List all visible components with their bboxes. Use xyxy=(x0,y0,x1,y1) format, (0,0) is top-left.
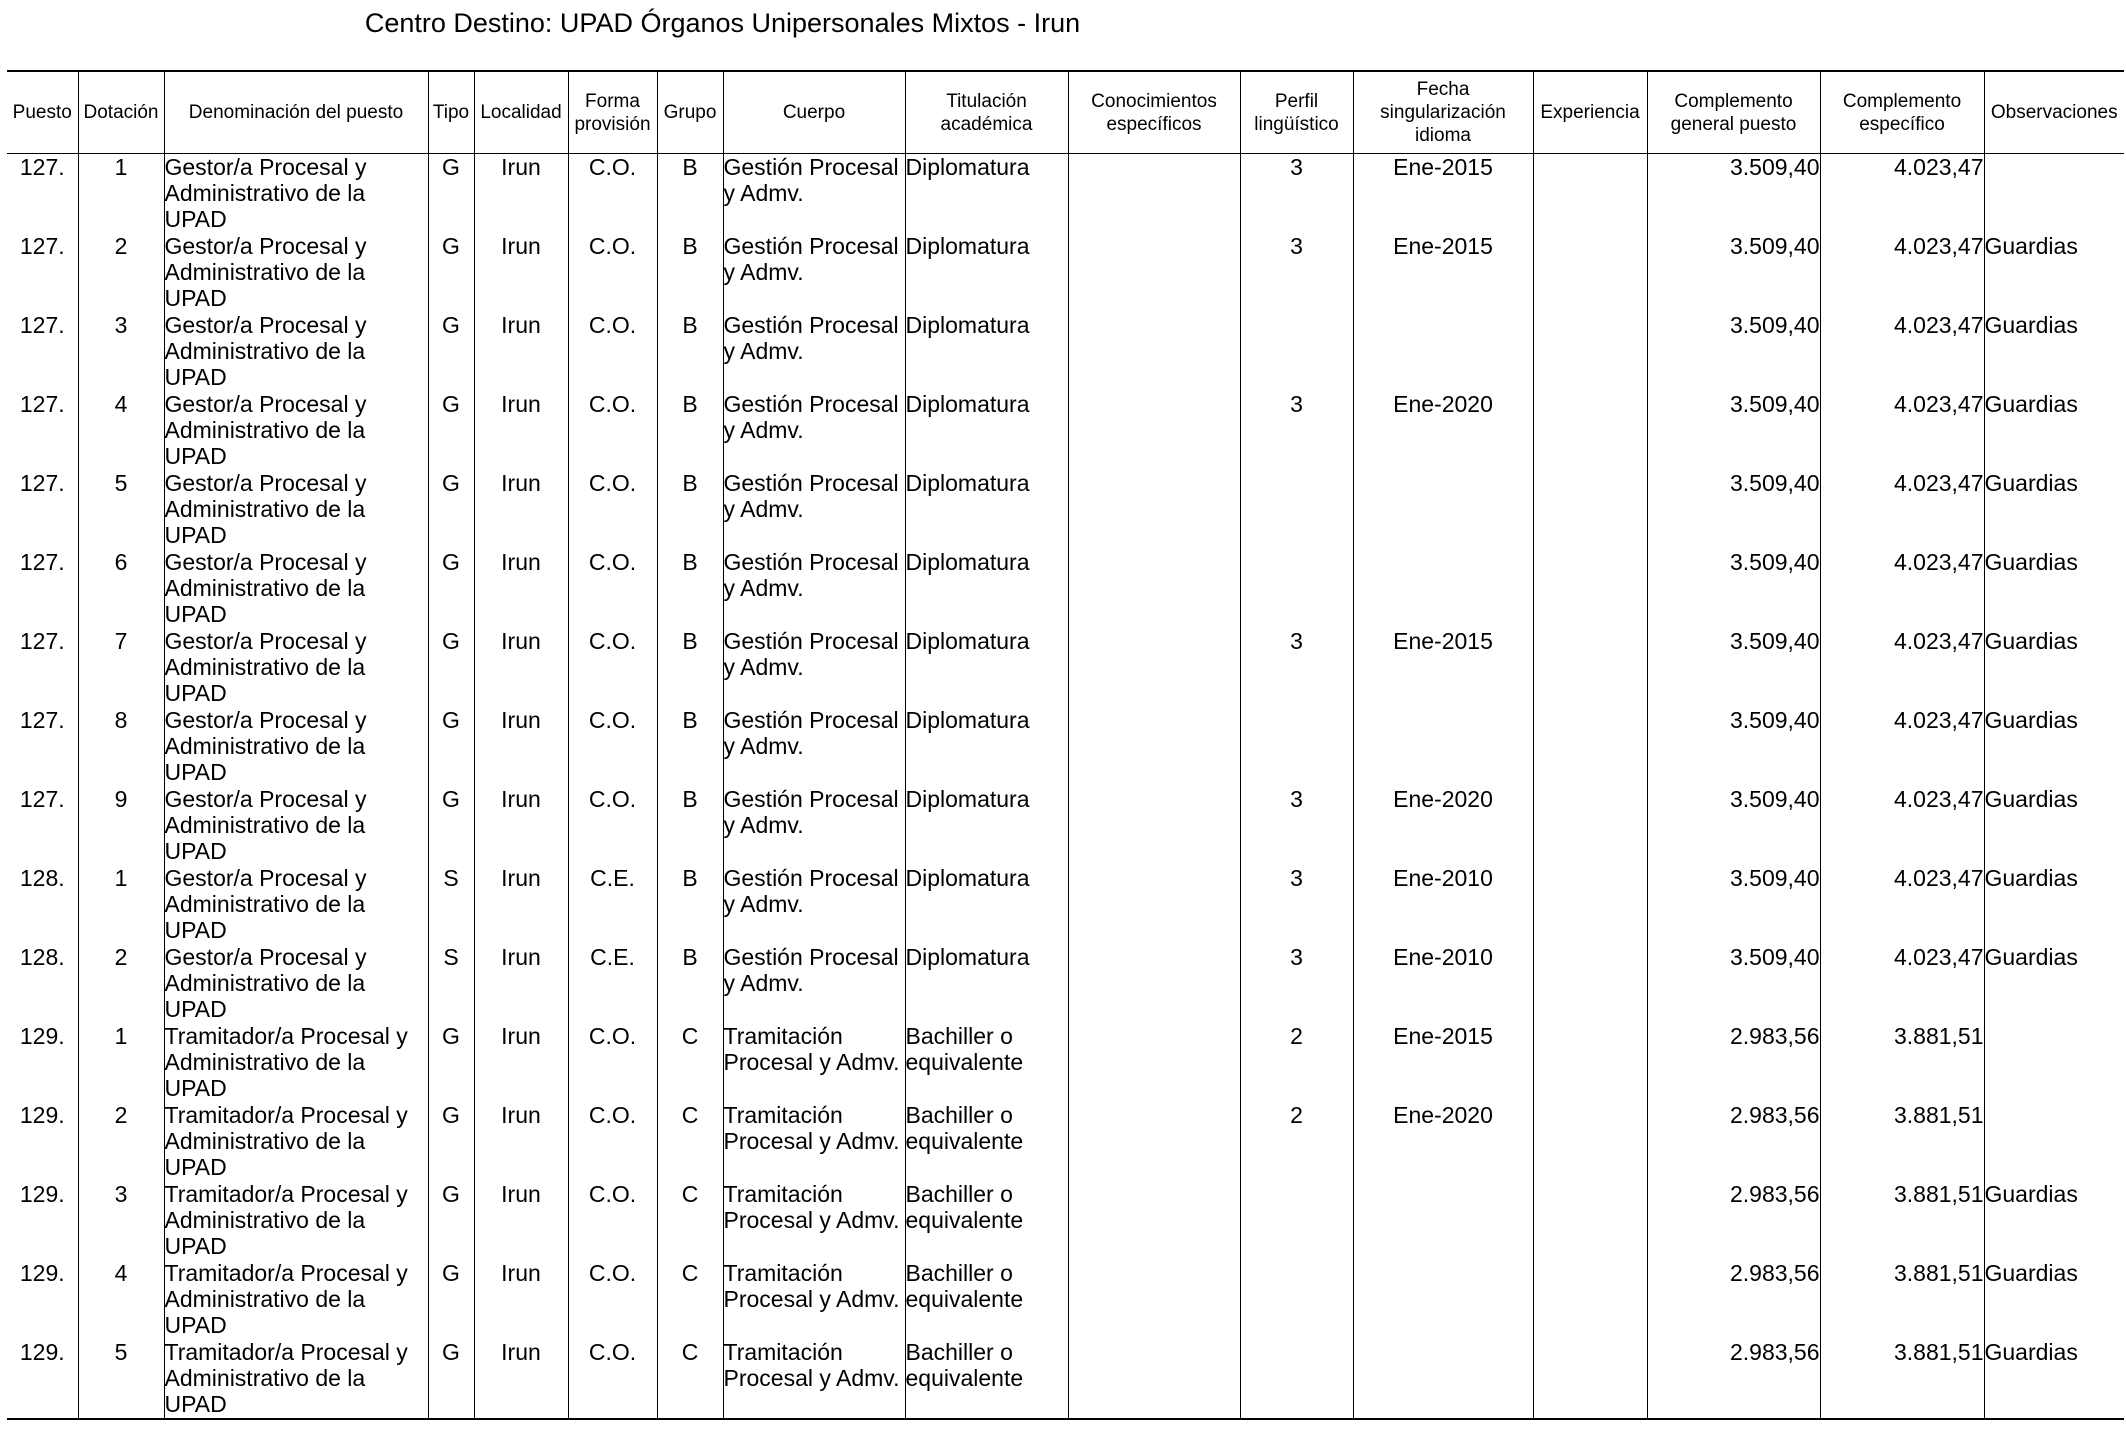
cell-titulacion: Diplomatura xyxy=(905,628,1068,707)
cell-dotacion: 6 xyxy=(78,549,164,628)
cell-observaciones: Guardias xyxy=(1984,1260,2124,1339)
cell-forma-provision: C.O. xyxy=(568,1023,657,1102)
cell-observaciones: Guardias xyxy=(1984,786,2124,865)
cell-denominacion: Tramitador/a Procesal y Administrativo de la UPAD xyxy=(164,1260,428,1339)
table-row xyxy=(7,1181,2124,1260)
col-header-conocimientos: Conocimientos específicos xyxy=(1068,71,1240,154)
cell-experiencia xyxy=(1533,154,1647,234)
cell-grupo: B xyxy=(657,470,723,549)
cell-conocimientos xyxy=(1068,312,1240,391)
cell-perfil: 2 xyxy=(1240,1023,1353,1102)
cell-tipo: G xyxy=(428,1102,474,1181)
cell-titulacion: Diplomatura xyxy=(905,865,1068,944)
table-row xyxy=(7,470,2124,549)
cell-localidad: Irun xyxy=(474,944,568,1023)
cell-perfil xyxy=(1240,549,1353,628)
cell-complemento-general: 3.509,40 xyxy=(1647,865,1820,944)
cell-complemento-especifico: 4.023,47 xyxy=(1820,944,1984,1023)
cell-tipo: G xyxy=(428,233,474,312)
cell-dotacion: 5 xyxy=(78,470,164,549)
cell-dotacion: 4 xyxy=(78,1260,164,1339)
cell-dotacion: 1 xyxy=(78,1023,164,1102)
cell-grupo: C xyxy=(657,1102,723,1181)
table-row xyxy=(7,628,2124,707)
cell-tipo: S xyxy=(428,865,474,944)
cell-puesto: 127. xyxy=(19,786,65,812)
cell-fecha: Ene-2015 xyxy=(1353,154,1533,234)
cell-conocimientos xyxy=(1068,549,1240,628)
cell-tipo: G xyxy=(428,549,474,628)
cell-puesto: 128. xyxy=(19,865,65,891)
cell-grupo: C xyxy=(657,1181,723,1260)
cell-observaciones: Guardias xyxy=(1984,944,2124,1023)
cell-conocimientos xyxy=(1068,1102,1240,1181)
cell-puesto: 127. xyxy=(19,470,65,496)
cell-perfil xyxy=(1240,470,1353,549)
cell-forma-provision: C.O. xyxy=(568,628,657,707)
cell-tipo: G xyxy=(428,628,474,707)
cell-denominacion: Gestor/a Procesal y Administrativo de la UPAD xyxy=(164,707,428,786)
cell-localidad: Irun xyxy=(474,1181,568,1260)
cell-fecha: Ene-2015 xyxy=(1353,233,1533,312)
cell-dotacion: 2 xyxy=(78,944,164,1023)
cell-cuerpo: Gestión Procesal y Admv. xyxy=(723,944,905,1023)
cell-dotacion: 2 xyxy=(78,1102,164,1181)
cell-forma-provision: C.O. xyxy=(568,707,657,786)
cell-grupo: B xyxy=(657,233,723,312)
cell-puesto: 127. xyxy=(19,312,65,338)
cell-denominacion: Tramitador/a Procesal y Administrativo de la UPAD xyxy=(164,1102,428,1181)
table-row xyxy=(7,707,2124,786)
cell-experiencia xyxy=(1533,470,1647,549)
cell-titulacion: Diplomatura xyxy=(905,707,1068,786)
cell-conocimientos xyxy=(1068,786,1240,865)
cell-experiencia xyxy=(1533,628,1647,707)
cell-forma-provision: C.O. xyxy=(568,786,657,865)
cell-conocimientos xyxy=(1068,1181,1240,1260)
cell-complemento-general: 3.509,40 xyxy=(1647,233,1820,312)
cell-fecha xyxy=(1353,1339,1533,1419)
cell-tipo: G xyxy=(428,1181,474,1260)
cell-conocimientos xyxy=(1068,470,1240,549)
cell-complemento-general: 3.509,40 xyxy=(1647,312,1820,391)
cell-experiencia xyxy=(1533,1339,1647,1419)
cell-cuerpo: Gestión Procesal y Admv. xyxy=(723,233,905,312)
cell-fecha: Ene-2010 xyxy=(1353,944,1533,1023)
cell-cuerpo: Tramitación Procesal y Admv. xyxy=(723,1181,905,1260)
cell-tipo: G xyxy=(428,786,474,865)
cell-tipo: G xyxy=(428,1260,474,1339)
cell-puesto: 127. xyxy=(19,549,65,575)
cell-forma-provision: C.E. xyxy=(568,944,657,1023)
cell-localidad: Irun xyxy=(474,1339,568,1419)
cell-perfil: 3 xyxy=(1240,391,1353,470)
cell-puesto: 127. xyxy=(19,707,65,733)
cell-perfil xyxy=(1240,707,1353,786)
cell-experiencia xyxy=(1533,549,1647,628)
cell-titulacion: Bachiller o equivalente xyxy=(905,1339,1068,1419)
cell-dotacion: 3 xyxy=(78,312,164,391)
cell-dotacion: 2 xyxy=(78,233,164,312)
cell-conocimientos xyxy=(1068,628,1240,707)
cell-fecha xyxy=(1353,312,1533,391)
cell-cuerpo: Tramitación Procesal y Admv. xyxy=(723,1260,905,1339)
cell-fecha: Ene-2020 xyxy=(1353,786,1533,865)
cell-denominacion: Gestor/a Procesal y Administrativo de la UPAD xyxy=(164,865,428,944)
cell-cuerpo: Gestión Procesal y Admv. xyxy=(723,312,905,391)
cell-grupo: B xyxy=(657,786,723,865)
cell-forma-provision: C.O. xyxy=(568,1102,657,1181)
cell-tipo: G xyxy=(428,470,474,549)
cell-conocimientos xyxy=(1068,1260,1240,1339)
cell-localidad: Irun xyxy=(474,1102,568,1181)
cell-localidad: Irun xyxy=(474,549,568,628)
cell-localidad: Irun xyxy=(474,312,568,391)
col-header-puesto: Puesto xyxy=(7,71,78,154)
cell-perfil xyxy=(1240,1339,1353,1419)
cell-grupo: B xyxy=(657,154,723,234)
cell-dotacion: 1 xyxy=(78,154,164,234)
cell-complemento-general: 3.509,40 xyxy=(1647,154,1820,234)
cell-forma-provision: C.O. xyxy=(568,1260,657,1339)
col-header-denominacion: Denominación del puesto xyxy=(164,71,428,154)
cell-cuerpo: Gestión Procesal y Admv. xyxy=(723,549,905,628)
col-header-localidad: Localidad xyxy=(474,71,568,154)
cell-complemento-general: 2.983,56 xyxy=(1647,1339,1820,1419)
cell-complemento-especifico: 3.881,51 xyxy=(1820,1181,1984,1260)
cell-conocimientos xyxy=(1068,233,1240,312)
table-row xyxy=(7,865,2124,944)
cell-fecha xyxy=(1353,1181,1533,1260)
cell-denominacion: Gestor/a Procesal y Administrativo de la UPAD xyxy=(164,233,428,312)
table-row xyxy=(7,154,2124,234)
cell-titulacion: Bachiller o equivalente xyxy=(905,1181,1068,1260)
table-row xyxy=(7,391,2124,470)
cell-cuerpo: Tramitación Procesal y Admv. xyxy=(723,1023,905,1102)
cell-fecha xyxy=(1353,549,1533,628)
cell-grupo: B xyxy=(657,628,723,707)
cell-tipo: G xyxy=(428,312,474,391)
cell-denominacion: Gestor/a Procesal y Administrativo de la UPAD xyxy=(164,628,428,707)
cell-dotacion: 9 xyxy=(78,786,164,865)
cell-grupo: C xyxy=(657,1023,723,1102)
table-row xyxy=(7,1102,2124,1181)
cell-forma-provision: C.O. xyxy=(568,1181,657,1260)
col-header-cuerpo: Cuerpo xyxy=(723,71,905,154)
cell-cuerpo: Gestión Procesal y Admv. xyxy=(723,391,905,470)
cell-perfil: 3 xyxy=(1240,944,1353,1023)
cell-observaciones xyxy=(1984,1102,2124,1181)
cell-puesto: 129. xyxy=(19,1339,65,1365)
table-row xyxy=(7,1339,2124,1419)
cell-observaciones: Guardias xyxy=(1984,1339,2124,1419)
cell-complemento-especifico: 4.023,47 xyxy=(1820,312,1984,391)
cell-grupo: B xyxy=(657,865,723,944)
cell-forma-provision: C.O. xyxy=(568,391,657,470)
cell-dotacion: 3 xyxy=(78,1181,164,1260)
table-row xyxy=(7,1023,2124,1102)
col-header-complemento-especifico: Complemento específico xyxy=(1820,71,1984,154)
cell-perfil: 3 xyxy=(1240,786,1353,865)
cell-tipo: G xyxy=(428,1023,474,1102)
positions-table xyxy=(7,70,2124,1420)
col-header-forma-provision: Forma provisión xyxy=(568,71,657,154)
cell-localidad: Irun xyxy=(474,233,568,312)
cell-observaciones: Guardias xyxy=(1984,628,2124,707)
cell-denominacion: Gestor/a Procesal y Administrativo de la UPAD xyxy=(164,312,428,391)
cell-complemento-general: 2.983,56 xyxy=(1647,1102,1820,1181)
cell-grupo: B xyxy=(657,391,723,470)
cell-complemento-especifico: 4.023,47 xyxy=(1820,786,1984,865)
cell-observaciones: Guardias xyxy=(1984,391,2124,470)
cell-fecha: Ene-2015 xyxy=(1353,1023,1533,1102)
cell-puesto: 129. xyxy=(19,1260,65,1286)
table-row xyxy=(7,1260,2124,1339)
cell-experiencia xyxy=(1533,786,1647,865)
cell-fecha xyxy=(1353,1260,1533,1339)
table-row xyxy=(7,944,2124,1023)
cell-perfil: 3 xyxy=(1240,865,1353,944)
cell-forma-provision: C.E. xyxy=(568,865,657,944)
cell-localidad: Irun xyxy=(474,1260,568,1339)
cell-forma-provision: C.O. xyxy=(568,470,657,549)
cell-puesto: 127. xyxy=(19,233,65,259)
cell-tipo: G xyxy=(428,154,474,234)
cell-cuerpo: Gestión Procesal y Admv. xyxy=(723,707,905,786)
cell-puesto: 127. xyxy=(19,628,65,654)
cell-observaciones: Guardias xyxy=(1984,470,2124,549)
cell-puesto: 129. xyxy=(19,1102,65,1128)
cell-complemento-general: 2.983,56 xyxy=(1647,1260,1820,1339)
cell-localidad: Irun xyxy=(474,865,568,944)
col-header-grupo: Grupo xyxy=(657,71,723,154)
cell-complemento-general: 3.509,40 xyxy=(1647,470,1820,549)
cell-complemento-especifico: 4.023,47 xyxy=(1820,707,1984,786)
cell-perfil xyxy=(1240,312,1353,391)
cell-experiencia xyxy=(1533,1181,1647,1260)
col-header-fecha: Fecha singularización idioma xyxy=(1353,71,1533,154)
cell-complemento-general: 3.509,40 xyxy=(1647,944,1820,1023)
cell-localidad: Irun xyxy=(474,391,568,470)
cell-titulacion: Diplomatura xyxy=(905,312,1068,391)
cell-observaciones: Guardias xyxy=(1984,312,2124,391)
cell-experiencia xyxy=(1533,233,1647,312)
col-header-dotacion: Dotación xyxy=(78,71,164,154)
cell-cuerpo: Gestión Procesal y Admv. xyxy=(723,786,905,865)
header-row xyxy=(7,71,2124,154)
cell-puesto: 128. xyxy=(19,944,65,970)
cell-dotacion: 5 xyxy=(78,1339,164,1419)
cell-localidad: Irun xyxy=(474,707,568,786)
cell-fecha: Ene-2020 xyxy=(1353,1102,1533,1181)
cell-titulacion: Bachiller o equivalente xyxy=(905,1023,1068,1102)
cell-denominacion: Gestor/a Procesal y Administrativo de la UPAD xyxy=(164,786,428,865)
cell-complemento-general: 3.509,40 xyxy=(1647,786,1820,865)
cell-puesto: 127. xyxy=(19,391,65,417)
cell-cuerpo: Gestión Procesal y Admv. xyxy=(723,628,905,707)
cell-complemento-general: 3.509,40 xyxy=(1647,549,1820,628)
cell-complemento-especifico: 3.881,51 xyxy=(1820,1102,1984,1181)
cell-tipo: G xyxy=(428,391,474,470)
cell-complemento-general: 2.983,56 xyxy=(1647,1023,1820,1102)
cell-titulacion: Diplomatura xyxy=(905,944,1068,1023)
cell-titulacion: Diplomatura xyxy=(905,233,1068,312)
cell-titulacion: Diplomatura xyxy=(905,391,1068,470)
cell-titulacion: Bachiller o equivalente xyxy=(905,1102,1068,1181)
cell-experiencia xyxy=(1533,312,1647,391)
cell-grupo: B xyxy=(657,944,723,1023)
cell-denominacion: Gestor/a Procesal y Administrativo de la UPAD xyxy=(164,391,428,470)
cell-complemento-especifico: 3.881,51 xyxy=(1820,1023,1984,1102)
cell-experiencia xyxy=(1533,1023,1647,1102)
cell-complemento-especifico: 4.023,47 xyxy=(1820,628,1984,707)
cell-complemento-especifico: 3.881,51 xyxy=(1820,1260,1984,1339)
cell-denominacion: Gestor/a Procesal y Administrativo de la UPAD xyxy=(164,944,428,1023)
cell-observaciones xyxy=(1984,1023,2124,1102)
cell-localidad: Irun xyxy=(474,628,568,707)
table-row xyxy=(7,233,2124,312)
cell-experiencia xyxy=(1533,944,1647,1023)
col-header-complemento-general: Complemento general puesto xyxy=(1647,71,1820,154)
cell-conocimientos xyxy=(1068,944,1240,1023)
cell-dotacion: 7 xyxy=(78,628,164,707)
page-title: Centro Destino: UPAD Órganos Unipersonales Mixtos - Irun xyxy=(364,8,1081,38)
cell-dotacion: 4 xyxy=(78,391,164,470)
col-header-observaciones: Observaciones xyxy=(1984,71,2124,154)
cell-forma-provision: C.O. xyxy=(568,312,657,391)
cell-dotacion: 8 xyxy=(78,707,164,786)
cell-forma-provision: C.O. xyxy=(568,154,657,234)
cell-observaciones: Guardias xyxy=(1984,707,2124,786)
table-row xyxy=(7,549,2124,628)
cell-cuerpo: Gestión Procesal y Admv. xyxy=(723,865,905,944)
col-header-tipo: Tipo xyxy=(428,71,474,154)
cell-complemento-especifico: 4.023,47 xyxy=(1820,391,1984,470)
cell-denominacion: Tramitador/a Procesal y Administrativo de la UPAD xyxy=(164,1023,428,1102)
cell-conocimientos xyxy=(1068,391,1240,470)
cell-perfil: 2 xyxy=(1240,1102,1353,1181)
cell-experiencia xyxy=(1533,1102,1647,1181)
cell-fecha xyxy=(1353,470,1533,549)
cell-conocimientos xyxy=(1068,1339,1240,1419)
cell-cuerpo: Tramitación Procesal y Admv. xyxy=(723,1102,905,1181)
cell-grupo: B xyxy=(657,707,723,786)
cell-fecha: Ene-2020 xyxy=(1353,391,1533,470)
cell-titulacion: Diplomatura xyxy=(905,549,1068,628)
cell-grupo: C xyxy=(657,1260,723,1339)
cell-complemento-especifico: 4.023,47 xyxy=(1820,865,1984,944)
cell-cuerpo: Tramitación Procesal y Admv. xyxy=(723,1339,905,1419)
cell-cuerpo: Gestión Procesal y Admv. xyxy=(723,154,905,234)
cell-localidad: Irun xyxy=(474,786,568,865)
table-row xyxy=(7,786,2124,865)
cell-forma-provision: C.O. xyxy=(568,549,657,628)
cell-observaciones: Guardias xyxy=(1984,865,2124,944)
cell-conocimientos xyxy=(1068,865,1240,944)
cell-cuerpo: Gestión Procesal y Admv. xyxy=(723,470,905,549)
col-header-titulacion: Titulación académica xyxy=(905,71,1068,154)
cell-tipo: G xyxy=(428,1339,474,1419)
cell-complemento-general: 3.509,40 xyxy=(1647,707,1820,786)
cell-fecha xyxy=(1353,707,1533,786)
col-header-perfil: Perfil lingüístico xyxy=(1240,71,1353,154)
cell-puesto: 129. xyxy=(19,1181,65,1207)
cell-complemento-especifico: 4.023,47 xyxy=(1820,233,1984,312)
cell-denominacion: Gestor/a Procesal y Administrativo de la UPAD xyxy=(164,549,428,628)
cell-denominacion: Gestor/a Procesal y Administrativo de la UPAD xyxy=(164,470,428,549)
cell-perfil: 3 xyxy=(1240,628,1353,707)
cell-observaciones: Guardias xyxy=(1984,233,2124,312)
cell-conocimientos xyxy=(1068,1023,1240,1102)
cell-titulacion: Bachiller o equivalente xyxy=(905,1260,1068,1339)
cell-grupo: B xyxy=(657,312,723,391)
cell-puesto: 129. xyxy=(19,1023,65,1049)
cell-fecha: Ene-2010 xyxy=(1353,865,1533,944)
col-header-experiencia: Experiencia xyxy=(1533,71,1647,154)
cell-puesto: 127. xyxy=(19,154,65,180)
cell-denominacion: Tramitador/a Procesal y Administrativo de la UPAD xyxy=(164,1339,428,1419)
cell-experiencia xyxy=(1533,1260,1647,1339)
cell-dotacion: 1 xyxy=(78,865,164,944)
cell-tipo: G xyxy=(428,707,474,786)
cell-complemento-especifico: 4.023,47 xyxy=(1820,549,1984,628)
cell-denominacion: Gestor/a Procesal y Administrativo de la UPAD xyxy=(164,154,428,234)
cell-fecha: Ene-2015 xyxy=(1353,628,1533,707)
cell-forma-provision: C.O. xyxy=(568,1339,657,1419)
cell-experiencia xyxy=(1533,707,1647,786)
cell-titulacion: Diplomatura xyxy=(905,470,1068,549)
cell-complemento-general: 2.983,56 xyxy=(1647,1181,1820,1260)
cell-observaciones xyxy=(1984,154,2124,234)
cell-denominacion: Tramitador/a Procesal y Administrativo de la UPAD xyxy=(164,1181,428,1260)
cell-tipo: S xyxy=(428,944,474,1023)
cell-complemento-general: 3.509,40 xyxy=(1647,391,1820,470)
table-body xyxy=(7,154,2124,1420)
cell-grupo: B xyxy=(657,549,723,628)
cell-complemento-especifico: 3.881,51 xyxy=(1820,1339,1984,1419)
table-row xyxy=(7,312,2124,391)
cell-grupo: C xyxy=(657,1339,723,1419)
cell-experiencia xyxy=(1533,865,1647,944)
cell-complemento-especifico: 4.023,47 xyxy=(1820,470,1984,549)
cell-titulacion: Diplomatura xyxy=(905,154,1068,234)
cell-perfil xyxy=(1240,1260,1353,1339)
cell-localidad: Irun xyxy=(474,154,568,234)
cell-experiencia xyxy=(1533,391,1647,470)
cell-perfil: 3 xyxy=(1240,154,1353,234)
cell-forma-provision: C.O. xyxy=(568,233,657,312)
cell-observaciones: Guardias xyxy=(1984,549,2124,628)
cell-observaciones: Guardias xyxy=(1984,1181,2124,1260)
cell-perfil xyxy=(1240,1181,1353,1260)
cell-complemento-general: 3.509,40 xyxy=(1647,628,1820,707)
cell-conocimientos xyxy=(1068,707,1240,786)
cell-perfil: 3 xyxy=(1240,233,1353,312)
cell-conocimientos xyxy=(1068,154,1240,234)
cell-titulacion: Diplomatura xyxy=(905,786,1068,865)
cell-complemento-especifico: 4.023,47 xyxy=(1820,154,1984,234)
cell-localidad: Irun xyxy=(474,470,568,549)
cell-localidad: Irun xyxy=(474,1023,568,1102)
